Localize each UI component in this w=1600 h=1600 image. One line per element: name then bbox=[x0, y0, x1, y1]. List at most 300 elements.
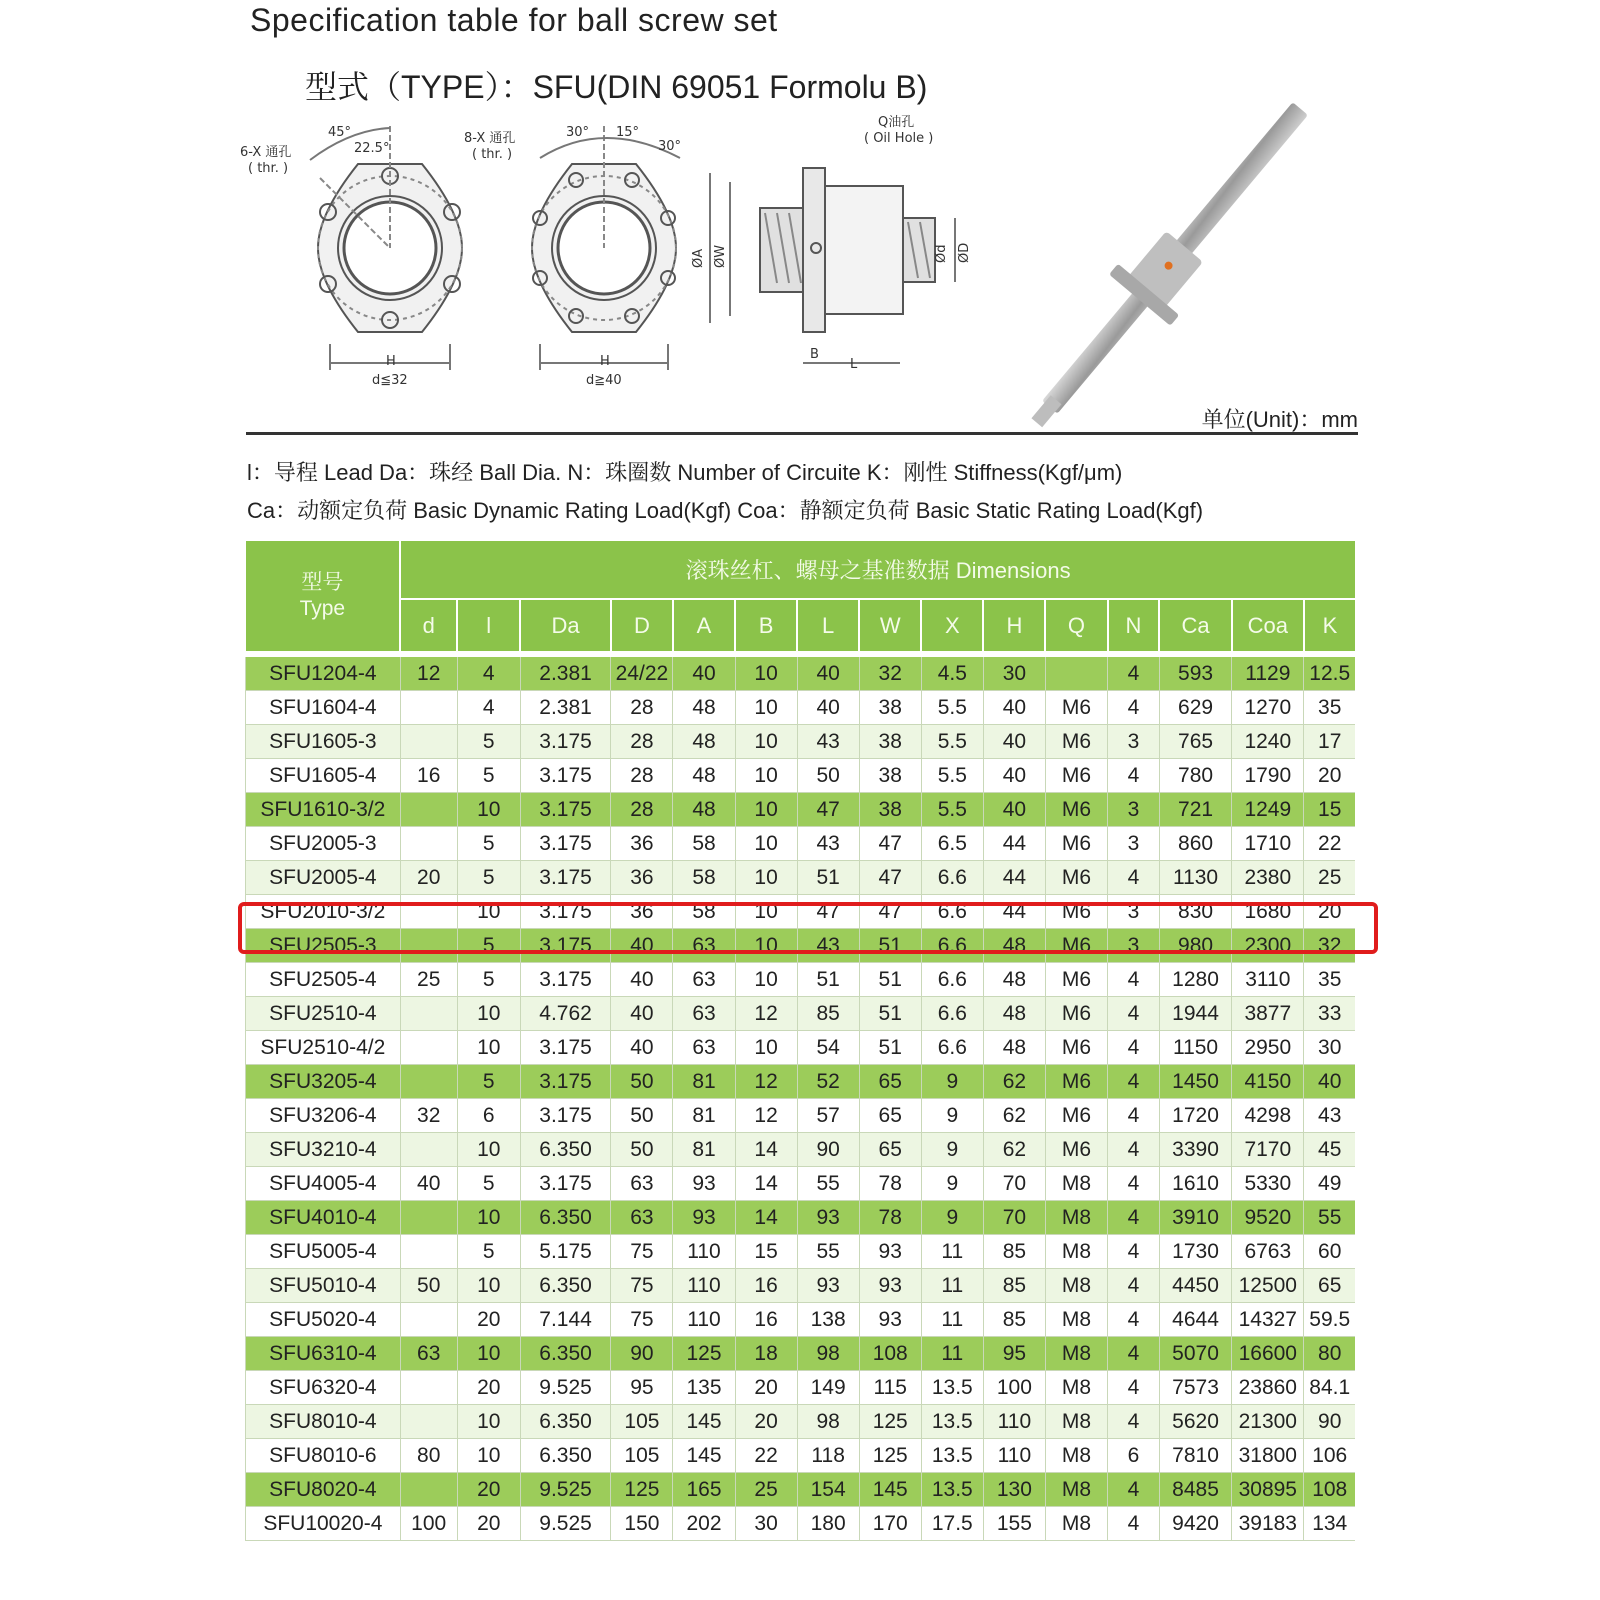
value-cell: 62 bbox=[983, 1065, 1045, 1099]
value-cell: 4 bbox=[1108, 997, 1160, 1031]
value-cell: 55 bbox=[797, 1167, 859, 1201]
type-cell: SFU6320-4 bbox=[246, 1371, 401, 1405]
value-cell: 1710 bbox=[1232, 827, 1304, 861]
type-cell: SFU2010-3/2 bbox=[246, 895, 401, 929]
value-cell: 43 bbox=[797, 827, 859, 861]
value-cell: 55 bbox=[1304, 1201, 1355, 1235]
value-cell: 10 bbox=[457, 1405, 520, 1439]
value-cell: 30 bbox=[1304, 1031, 1355, 1065]
value-cell: 14 bbox=[735, 1167, 797, 1201]
type-cell: SFU2005-3 bbox=[246, 827, 401, 861]
column-header-7: W bbox=[859, 599, 921, 654]
value-cell: 980 bbox=[1159, 929, 1231, 963]
column-header-9: H bbox=[983, 599, 1045, 654]
value-cell: 110 bbox=[983, 1405, 1045, 1439]
value-cell: M6 bbox=[1045, 1099, 1107, 1133]
table-row bbox=[246, 1439, 1356, 1473]
value-cell: M6 bbox=[1045, 1065, 1107, 1099]
table-row bbox=[246, 1167, 1356, 1201]
middle-h-label: H bbox=[600, 354, 610, 369]
value-cell: 47 bbox=[859, 861, 921, 895]
flange-drawing-8-hole bbox=[532, 126, 680, 370]
value-cell: 70 bbox=[983, 1201, 1045, 1235]
value-cell: 38 bbox=[859, 691, 921, 725]
value-cell: 90 bbox=[797, 1133, 859, 1167]
value-cell: 2300 bbox=[1232, 929, 1304, 963]
value-cell: M8 bbox=[1045, 1269, 1107, 1303]
value-cell bbox=[400, 1235, 457, 1269]
b-label: B bbox=[810, 347, 819, 362]
value-cell: 15 bbox=[1304, 793, 1355, 827]
value-cell: 780 bbox=[1159, 759, 1231, 793]
value-cell: 8485 bbox=[1159, 1473, 1231, 1507]
table-row bbox=[246, 759, 1356, 793]
value-cell: 100 bbox=[983, 1371, 1045, 1405]
value-cell: 4298 bbox=[1232, 1099, 1304, 1133]
value-cell: 93 bbox=[673, 1167, 735, 1201]
value-cell: 25 bbox=[735, 1473, 797, 1507]
value-cell: 93 bbox=[859, 1303, 921, 1337]
value-cell: 32 bbox=[1304, 929, 1355, 963]
value-cell: 4 bbox=[1108, 861, 1160, 895]
value-cell: 93 bbox=[859, 1235, 921, 1269]
value-cell: 28 bbox=[611, 759, 673, 793]
value-cell: 28 bbox=[611, 691, 673, 725]
value-cell: 63 bbox=[611, 1201, 673, 1235]
table-row bbox=[246, 1031, 1356, 1065]
value-cell: 9.525 bbox=[520, 1473, 611, 1507]
value-cell: 1730 bbox=[1159, 1235, 1231, 1269]
value-cell: 5.5 bbox=[921, 793, 983, 827]
value-cell: 93 bbox=[673, 1201, 735, 1235]
value-cell: 125 bbox=[611, 1473, 673, 1507]
type-cell: SFU3205-4 bbox=[246, 1065, 401, 1099]
value-cell: 9 bbox=[921, 1201, 983, 1235]
value-cell: M8 bbox=[1045, 1507, 1107, 1541]
value-cell: 110 bbox=[673, 1303, 735, 1337]
value-cell: 3.175 bbox=[520, 1065, 611, 1099]
value-cell: 6.6 bbox=[921, 1031, 983, 1065]
value-cell: 80 bbox=[400, 1439, 457, 1473]
value-cell: 6763 bbox=[1232, 1235, 1304, 1269]
value-cell: 4 bbox=[1108, 1303, 1160, 1337]
value-cell: 9 bbox=[921, 1099, 983, 1133]
value-cell: 85 bbox=[983, 1235, 1045, 1269]
value-cell: 106 bbox=[1304, 1439, 1355, 1473]
value-cell: 1270 bbox=[1232, 691, 1304, 725]
value-cell: 721 bbox=[1159, 793, 1231, 827]
value-cell: 48 bbox=[673, 793, 735, 827]
table-row bbox=[246, 1099, 1356, 1133]
type-cell: SFU8010-6 bbox=[246, 1439, 401, 1473]
value-cell: 16 bbox=[735, 1303, 797, 1337]
value-cell: 4 bbox=[1108, 1371, 1160, 1405]
value-cell: 2.381 bbox=[520, 654, 611, 691]
type-cell: SFU2510-4/2 bbox=[246, 1031, 401, 1065]
value-cell: 4 bbox=[1108, 1405, 1160, 1439]
column-header-12: Ca bbox=[1159, 599, 1231, 654]
value-cell: 125 bbox=[859, 1439, 921, 1473]
value-cell: 5 bbox=[457, 861, 520, 895]
value-cell: 125 bbox=[673, 1337, 735, 1371]
value-cell: 40 bbox=[983, 725, 1045, 759]
value-cell: 4644 bbox=[1159, 1303, 1231, 1337]
value-cell: 3 bbox=[1108, 725, 1160, 759]
value-cell: 10 bbox=[457, 793, 520, 827]
value-cell: 7.144 bbox=[520, 1303, 611, 1337]
value-cell: 16 bbox=[400, 759, 457, 793]
column-header-0: d bbox=[400, 599, 457, 654]
value-cell: 93 bbox=[797, 1201, 859, 1235]
value-cell: 4 bbox=[457, 691, 520, 725]
type-header-en: Type bbox=[299, 597, 346, 620]
value-cell: 20 bbox=[457, 1303, 520, 1337]
value-cell: 9.525 bbox=[520, 1371, 611, 1405]
value-cell: 85 bbox=[983, 1269, 1045, 1303]
value-cell: M6 bbox=[1045, 895, 1107, 929]
value-cell: 81 bbox=[673, 1133, 735, 1167]
type-cell: SFU4005-4 bbox=[246, 1167, 401, 1201]
value-cell: 10 bbox=[735, 861, 797, 895]
value-cell: 40 bbox=[400, 1167, 457, 1201]
value-cell: 40 bbox=[611, 997, 673, 1031]
column-header-8: X bbox=[921, 599, 983, 654]
value-cell: 40 bbox=[797, 654, 859, 691]
legend-line-1: l：导程 Lead Da：珠经 Ball Dia. N：珠圈数 Number of Circuite K：刚性 Stiffness(Kgf/μm) bbox=[247, 460, 1123, 485]
value-cell: 110 bbox=[983, 1439, 1045, 1473]
value-cell: 9 bbox=[921, 1167, 983, 1201]
value-cell: 5 bbox=[457, 827, 520, 861]
value-cell: 30 bbox=[735, 1507, 797, 1541]
value-cell: 10 bbox=[735, 725, 797, 759]
value-cell: 4.5 bbox=[921, 654, 983, 691]
value-cell: 40 bbox=[611, 1031, 673, 1065]
value-cell: 11 bbox=[921, 1269, 983, 1303]
table-row bbox=[246, 1371, 1356, 1405]
value-cell: 115 bbox=[859, 1371, 921, 1405]
value-cell: 4 bbox=[1108, 1099, 1160, 1133]
value-cell: M6 bbox=[1045, 827, 1107, 861]
value-cell: 95 bbox=[611, 1371, 673, 1405]
value-cell: 3 bbox=[1108, 793, 1160, 827]
value-cell: 14327 bbox=[1232, 1303, 1304, 1337]
type-cell: SFU2505-4 bbox=[246, 963, 401, 997]
value-cell: 90 bbox=[611, 1337, 673, 1371]
value-cell: 5 bbox=[457, 963, 520, 997]
value-cell: M6 bbox=[1045, 929, 1107, 963]
value-cell: 9 bbox=[921, 1065, 983, 1099]
nut-drawings bbox=[240, 115, 972, 398]
value-cell: 5070 bbox=[1159, 1337, 1231, 1371]
value-cell: 55 bbox=[797, 1235, 859, 1269]
value-cell: 75 bbox=[611, 1269, 673, 1303]
value-cell bbox=[400, 997, 457, 1031]
value-cell: 6.350 bbox=[520, 1201, 611, 1235]
table-row bbox=[246, 1303, 1356, 1337]
value-cell: 3.175 bbox=[520, 793, 611, 827]
dimensions-header: 滚珠丝杠、螺母之基准数据 Dimensions bbox=[400, 541, 1355, 599]
value-cell: 10 bbox=[457, 1031, 520, 1065]
type-cell: SFU3206-4 bbox=[246, 1099, 401, 1133]
value-cell: 36 bbox=[611, 861, 673, 895]
value-cell: 63 bbox=[400, 1337, 457, 1371]
value-cell: 28 bbox=[611, 793, 673, 827]
value-cell: 145 bbox=[859, 1473, 921, 1507]
value-cell: 40 bbox=[983, 793, 1045, 827]
value-cell: 65 bbox=[1304, 1269, 1355, 1303]
value-cell: 4 bbox=[1108, 1473, 1160, 1507]
value-cell: M6 bbox=[1045, 1133, 1107, 1167]
value-cell: 860 bbox=[1159, 827, 1231, 861]
column-header-14: K bbox=[1304, 599, 1355, 654]
value-cell bbox=[1045, 654, 1107, 691]
value-cell: 22 bbox=[1304, 827, 1355, 861]
value-cell: 98 bbox=[797, 1337, 859, 1371]
value-cell: 1240 bbox=[1232, 725, 1304, 759]
value-cell: 48 bbox=[673, 759, 735, 793]
value-cell: 95 bbox=[983, 1337, 1045, 1371]
value-cell: 48 bbox=[983, 1031, 1045, 1065]
value-cell: 7170 bbox=[1232, 1133, 1304, 1167]
value-cell: 30 bbox=[983, 654, 1045, 691]
value-cell: 3.175 bbox=[520, 963, 611, 997]
value-cell: 6.350 bbox=[520, 1133, 611, 1167]
highlight-box bbox=[238, 902, 1378, 954]
value-cell: 10 bbox=[457, 1133, 520, 1167]
value-cell: 4 bbox=[1108, 1031, 1160, 1065]
value-cell: 3 bbox=[1108, 827, 1160, 861]
left-thr-label: ( thr. ) bbox=[248, 161, 289, 176]
table-row bbox=[246, 725, 1356, 759]
value-cell: 3110 bbox=[1232, 963, 1304, 997]
value-cell: M6 bbox=[1045, 759, 1107, 793]
value-cell: 85 bbox=[797, 997, 859, 1031]
ball-screw-illustration bbox=[1000, 108, 1350, 408]
value-cell: 38 bbox=[859, 759, 921, 793]
value-cell: M8 bbox=[1045, 1235, 1107, 1269]
table-row bbox=[246, 691, 1356, 725]
value-cell: 6 bbox=[1108, 1439, 1160, 1473]
value-cell: 202 bbox=[673, 1507, 735, 1541]
middle-thr-label: ( thr. ) bbox=[472, 147, 513, 162]
value-cell: 10 bbox=[735, 691, 797, 725]
type-cell: SFU1605-3 bbox=[246, 725, 401, 759]
value-cell: 10 bbox=[457, 1337, 520, 1371]
value-cell: 58 bbox=[673, 827, 735, 861]
value-cell: 48 bbox=[983, 997, 1045, 1031]
value-cell: 10 bbox=[735, 929, 797, 963]
value-cell: 81 bbox=[673, 1065, 735, 1099]
value-cell: 5 bbox=[457, 1065, 520, 1099]
value-cell: 1280 bbox=[1159, 963, 1231, 997]
value-cell: 23860 bbox=[1232, 1371, 1304, 1405]
value-cell: 1720 bbox=[1159, 1099, 1231, 1133]
middle-angle-30b: 30° bbox=[658, 139, 682, 154]
value-cell: 98 bbox=[797, 1405, 859, 1439]
value-cell: 1450 bbox=[1159, 1065, 1231, 1099]
value-cell: 4 bbox=[1108, 1235, 1160, 1269]
value-cell: 4 bbox=[1108, 654, 1160, 691]
value-cell: 51 bbox=[859, 929, 921, 963]
value-cell: 150 bbox=[611, 1507, 673, 1541]
value-cell: 12 bbox=[735, 1099, 797, 1133]
value-cell: 63 bbox=[673, 963, 735, 997]
value-cell: 51 bbox=[859, 997, 921, 1031]
value-cell bbox=[400, 725, 457, 759]
value-cell: 47 bbox=[859, 827, 921, 861]
value-cell bbox=[400, 1031, 457, 1065]
value-cell: 40 bbox=[673, 654, 735, 691]
value-cell: 48 bbox=[983, 929, 1045, 963]
table-row bbox=[246, 861, 1356, 895]
value-cell: 85 bbox=[983, 1303, 1045, 1337]
value-cell: 11 bbox=[921, 1235, 983, 1269]
value-cell bbox=[400, 1201, 457, 1235]
type-cell: SFU1605-4 bbox=[246, 759, 401, 793]
value-cell: 5 bbox=[457, 759, 520, 793]
value-cell: 830 bbox=[1159, 895, 1231, 929]
value-cell: 5 bbox=[457, 929, 520, 963]
value-cell: 50 bbox=[400, 1269, 457, 1303]
value-cell: 52 bbox=[797, 1065, 859, 1099]
value-cell: 40 bbox=[611, 963, 673, 997]
value-cell: 3.175 bbox=[520, 895, 611, 929]
value-cell: 108 bbox=[859, 1337, 921, 1371]
value-cell: 50 bbox=[611, 1099, 673, 1133]
column-header-1: l bbox=[457, 599, 520, 654]
type-cell: SFU1604-4 bbox=[246, 691, 401, 725]
value-cell: 93 bbox=[859, 1269, 921, 1303]
value-cell: 35 bbox=[1304, 963, 1355, 997]
value-cell: 11 bbox=[921, 1337, 983, 1371]
value-cell: 4 bbox=[1108, 1133, 1160, 1167]
value-cell: 5.5 bbox=[921, 759, 983, 793]
value-cell: 45 bbox=[1304, 1133, 1355, 1167]
oil-hole-label: Q油孔 bbox=[878, 115, 915, 130]
value-cell: 40 bbox=[983, 759, 1045, 793]
left-holes-label: 6-X 通孔 bbox=[240, 145, 292, 160]
value-cell: 48 bbox=[673, 725, 735, 759]
value-cell: 4 bbox=[1108, 1507, 1160, 1541]
value-cell: 4 bbox=[1108, 1337, 1160, 1371]
value-cell: 32 bbox=[400, 1099, 457, 1133]
value-cell: 80 bbox=[1304, 1337, 1355, 1371]
table-row bbox=[246, 963, 1356, 997]
value-cell: 7810 bbox=[1159, 1439, 1231, 1473]
left-angle-45: 45° bbox=[328, 125, 352, 140]
value-cell: 65 bbox=[859, 1099, 921, 1133]
value-cell: 5.175 bbox=[520, 1235, 611, 1269]
value-cell: 44 bbox=[983, 861, 1045, 895]
value-cell: 70 bbox=[983, 1167, 1045, 1201]
value-cell: 149 bbox=[797, 1371, 859, 1405]
value-cell: 6.6 bbox=[921, 895, 983, 929]
value-cell: 125 bbox=[859, 1405, 921, 1439]
value-cell: M8 bbox=[1045, 1167, 1107, 1201]
value-cell: 10 bbox=[457, 997, 520, 1031]
nut-side-view bbox=[710, 168, 955, 363]
value-cell: 5.5 bbox=[921, 725, 983, 759]
value-cell: 3.175 bbox=[520, 929, 611, 963]
value-cell: 5620 bbox=[1159, 1405, 1231, 1439]
value-cell: 1790 bbox=[1232, 759, 1304, 793]
value-cell: 108 bbox=[1304, 1473, 1355, 1507]
value-cell: 3.175 bbox=[520, 1099, 611, 1133]
value-cell: 62 bbox=[983, 1099, 1045, 1133]
value-cell: 14 bbox=[735, 1133, 797, 1167]
flange-drawing-6-hole bbox=[310, 126, 462, 370]
column-header-6: L bbox=[797, 599, 859, 654]
value-cell: 10 bbox=[457, 1269, 520, 1303]
value-cell: M8 bbox=[1045, 1303, 1107, 1337]
value-cell: 16600 bbox=[1232, 1337, 1304, 1371]
spec-table bbox=[245, 541, 1355, 1541]
value-cell: 145 bbox=[673, 1439, 735, 1473]
value-cell: 1249 bbox=[1232, 793, 1304, 827]
value-cell: 10 bbox=[457, 1201, 520, 1235]
table-row bbox=[246, 793, 1356, 827]
l-label: L bbox=[850, 357, 858, 372]
value-cell: 33 bbox=[1304, 997, 1355, 1031]
value-cell: 20 bbox=[457, 1371, 520, 1405]
value-cell: 50 bbox=[797, 759, 859, 793]
value-cell: 4 bbox=[1108, 691, 1160, 725]
value-cell: 6.6 bbox=[921, 963, 983, 997]
value-cell: 65 bbox=[859, 1133, 921, 1167]
value-cell: 6.6 bbox=[921, 861, 983, 895]
value-cell: 57 bbox=[797, 1099, 859, 1133]
type-cell: SFU8010-4 bbox=[246, 1405, 401, 1439]
value-cell: 170 bbox=[859, 1507, 921, 1541]
type-cell: SFU5005-4 bbox=[246, 1235, 401, 1269]
value-cell: 20 bbox=[400, 861, 457, 895]
value-cell: 39183 bbox=[1232, 1507, 1304, 1541]
value-cell: 43 bbox=[797, 929, 859, 963]
value-cell: 15 bbox=[735, 1235, 797, 1269]
value-cell: 4 bbox=[1108, 759, 1160, 793]
value-cell: 3.175 bbox=[520, 725, 611, 759]
value-cell bbox=[400, 1303, 457, 1337]
value-cell: 49 bbox=[1304, 1167, 1355, 1201]
value-cell: 16 bbox=[735, 1269, 797, 1303]
middle-d-label: d≧40 bbox=[586, 373, 622, 388]
value-cell: 17 bbox=[1304, 725, 1355, 759]
value-cell bbox=[400, 1133, 457, 1167]
table-row bbox=[246, 1405, 1356, 1439]
column-header-10: Q bbox=[1045, 599, 1107, 654]
value-cell: 110 bbox=[673, 1235, 735, 1269]
value-cell: 6.350 bbox=[520, 1269, 611, 1303]
value-cell bbox=[400, 1473, 457, 1507]
value-cell: 3 bbox=[1108, 929, 1160, 963]
value-cell: 40 bbox=[983, 691, 1045, 725]
value-cell: 30895 bbox=[1232, 1473, 1304, 1507]
table-row bbox=[246, 1133, 1356, 1167]
value-cell: 54 bbox=[797, 1031, 859, 1065]
value-cell: 9 bbox=[921, 1133, 983, 1167]
value-cell: M8 bbox=[1045, 1473, 1107, 1507]
value-cell: 63 bbox=[673, 1031, 735, 1065]
value-cell: 1129 bbox=[1232, 654, 1304, 691]
value-cell: 5 bbox=[457, 1167, 520, 1201]
value-cell: 6.350 bbox=[520, 1337, 611, 1371]
value-cell: 12 bbox=[735, 997, 797, 1031]
type-cell: SFU1204-4 bbox=[246, 654, 401, 691]
value-cell: 105 bbox=[611, 1405, 673, 1439]
value-cell: 43 bbox=[797, 725, 859, 759]
value-cell: 43 bbox=[1304, 1099, 1355, 1133]
table-row bbox=[246, 827, 1356, 861]
